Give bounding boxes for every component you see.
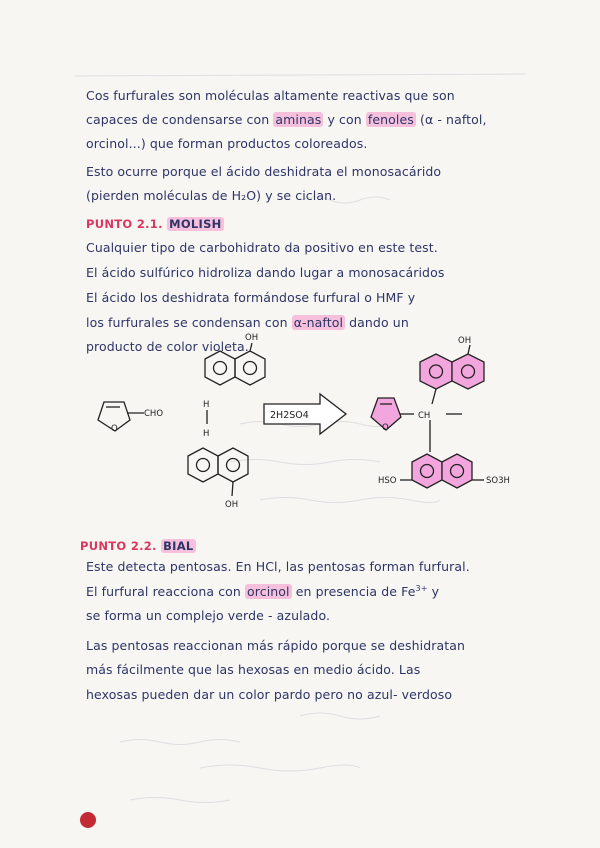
text-line: orcinol...) que forman productos coloreados. [86,136,368,151]
text-span: y con [323,112,366,127]
oh-bottom-label: OH [225,500,239,510]
hso-label: HSO [378,476,397,486]
section-heading-bial [80,539,196,553]
heading-prefix: PUNTO 2.1. [86,217,163,231]
text-span: capaces de condensarse con [86,112,274,127]
text-span: (α - naftol, [415,112,487,127]
naphthol-top-structure [205,343,265,424]
highlight-aminas: aminas [275,112,322,127]
oh-top-label: OH [245,333,259,343]
ch-label: CH [418,411,431,421]
text-line: producto de color violeta. [86,339,249,354]
oxygen-label: O [111,424,118,434]
highlight-fenoles: fenoles [367,112,414,127]
text-line: Esto ocurre porque el ácido deshidrata el monosacárido [86,164,442,179]
text-line: (pierden moléculas de H₂O) y se ciclan. [86,188,337,203]
h-top-label: H [203,400,210,410]
furfural-structure [98,402,144,431]
heading-name: BIAL [163,539,194,553]
text-line: Cualquier tipo de carbohidrato da positivo en este test. [86,240,438,255]
text-line: El ácido los deshidrata formándose furfural o HMF y [86,290,416,305]
highlight-naftol: α-naftol [293,315,344,330]
product-oxygen-label: O [382,423,389,433]
text-line [86,584,439,599]
superscript: 3+ [415,584,428,593]
h-bottom-label: H [203,429,210,439]
text-line: Cos furfurales son moléculas altamente reactivas que son [86,88,455,103]
text-span: y [427,584,440,600]
text-line: El ácido sulfúrico hidroliza dando lugar a monosacáridos [86,265,445,280]
red-corner-mark [80,812,96,828]
naphthol-bottom-structure [188,448,248,496]
text-line: más fácilmente que las hexosas en medio ácido. Las [86,662,421,677]
text-span: El furfural reacciona con [86,584,246,600]
text-line: se forma un complejo verde - azulado. [86,608,331,623]
heading-prefix: PUNTO 2.2. [80,539,157,553]
text-span: los furfurales se condensan con [86,315,292,330]
reagent-label: 2H2SO4 [270,410,309,421]
so3h-label: SO3H [486,476,510,486]
text-span: en presencia de Fe [291,584,416,600]
text-line: Este detecta pentosas. En HCl, las pentosas forman furfural. [86,559,470,574]
heading-name: MOLISH [169,217,222,231]
text-line: Las pentosas reaccionan más rápido porque se deshidratan [86,638,466,653]
text-span: dando un [345,315,409,330]
highlight-orcinol: orcinol [247,584,290,600]
text-line: hexosas pueden dar un color pardo pero no azul- verdoso [86,687,453,702]
product-oh-label: OH [458,336,472,346]
cho-label: CHO [144,409,164,419]
